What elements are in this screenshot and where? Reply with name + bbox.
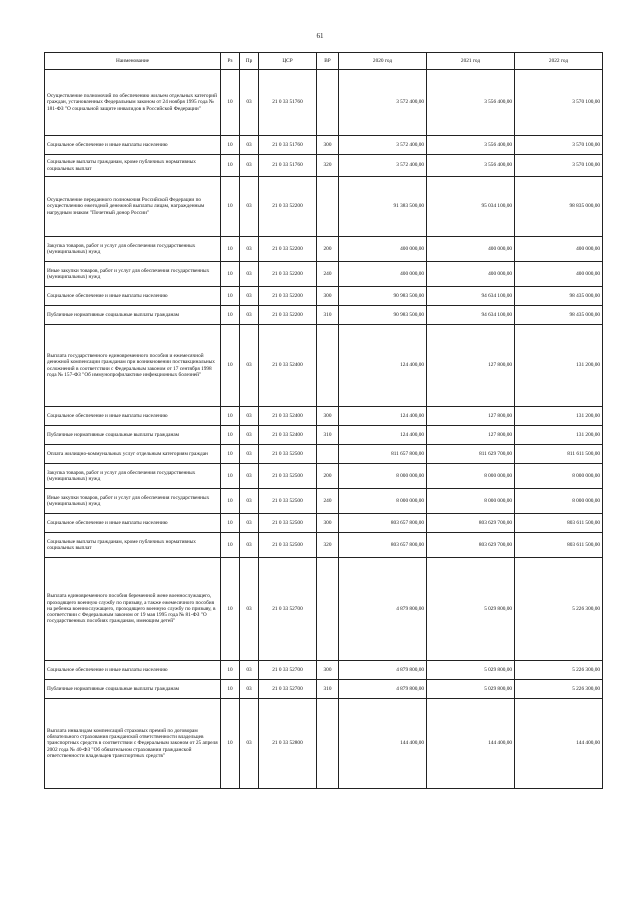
cell-vr: 300 [317,136,339,155]
cell-2021: 127 800,00 [427,407,515,426]
cell-name: Публичные нормативные социальные выплаты гражданам [45,306,221,325]
cell-name: Социальные выплаты гражданам, кроме публичных нормативных социальных выплат [45,533,221,558]
cell-2021: 144 400,00 [427,699,515,789]
cell-csr: 21 0 33 52700 [259,558,317,661]
cell-2021: 811 629 700,00 [427,445,515,464]
cell-csr: 21 0 33 52200 [259,306,317,325]
table-row [45,237,603,262]
table-row [45,445,603,464]
cell-2022: 98 835 000,00 [515,177,603,237]
cell-csr: 21 0 33 52500 [259,445,317,464]
cell-2021: 5 029 800,00 [427,680,515,699]
table-row [45,533,603,558]
table-row [45,325,603,407]
cell-rz: 10 [221,445,240,464]
cell-name: Публичные нормативные социальные выплаты гражданам [45,426,221,445]
cell-2020: 811 657 800,00 [339,445,427,464]
cell-2022: 811 611 500,00 [515,445,603,464]
cell-name: Выплата государственного единовременного пособия и ежемесячной денежной компенсации гражданам при возникновении поствакцинальных осложнений в соответствии с Федеральным законом от 17 сентября 1998 года № 157-ФЗ "Об иммунопрофилактике инфекционных болезней" [45,325,221,407]
cell-csr: 21 0 33 52400 [259,325,317,407]
cell-vr [317,699,339,789]
table-row [45,136,603,155]
header-vr: ВР [317,53,339,70]
cell-pr: 03 [240,558,259,661]
cell-rz: 10 [221,464,240,489]
cell-2021: 95 034 100,00 [427,177,515,237]
cell-csr: 21 0 33 52500 [259,533,317,558]
header-rz: Рз [221,53,240,70]
cell-2022: 144 400,00 [515,699,603,789]
cell-vr: 240 [317,489,339,514]
cell-2020: 144 400,00 [339,699,427,789]
cell-pr: 03 [240,136,259,155]
cell-2020: 124 400,00 [339,426,427,445]
cell-rz: 10 [221,136,240,155]
cell-2022: 3 570 100,00 [515,155,603,177]
cell-2021: 803 629 700,00 [427,514,515,533]
cell-vr [317,70,339,136]
cell-vr: 310 [317,306,339,325]
cell-2022: 131 200,00 [515,325,603,407]
table-row [45,514,603,533]
cell-rz: 10 [221,70,240,136]
cell-pr: 03 [240,464,259,489]
table-row [45,407,603,426]
cell-csr: 21 0 33 52400 [259,407,317,426]
cell-rz: 10 [221,306,240,325]
cell-pr: 03 [240,70,259,136]
header-2022: 2022 год [515,53,603,70]
cell-2020: 4 879 800,00 [339,558,427,661]
cell-vr: 310 [317,680,339,699]
cell-2022: 400 000,00 [515,262,603,287]
cell-vr: 300 [317,407,339,426]
cell-pr: 03 [240,680,259,699]
cell-name: Оплата жилищно-коммунальных услуг отдельным категориям граждан [45,445,221,464]
cell-2020: 4 879 800,00 [339,661,427,680]
cell-csr: 21 0 33 51760 [259,155,317,177]
header-2021: 2021 год [427,53,515,70]
cell-rz: 10 [221,262,240,287]
table-row [45,464,603,489]
cell-csr: 21 0 33 52200 [259,237,317,262]
cell-2021: 127 800,00 [427,426,515,445]
cell-2021: 8 000 000,00 [427,489,515,514]
cell-name: Выплата инвалидам компенсаций страховых премий по договорам обязательного страхования гражданской ответственности владельцев транспортных средств в соответствии с Федеральным законом от 25 апреля 2002 года № 40-ФЗ "Об обязательном страховании гражданской ответственности владельцев транспортных средств" [45,699,221,789]
cell-2020: 400 000,00 [339,262,427,287]
cell-rz: 10 [221,514,240,533]
cell-2020: 8 000 000,00 [339,489,427,514]
cell-2021: 400 000,00 [427,262,515,287]
cell-vr [317,177,339,237]
cell-rz: 10 [221,426,240,445]
table-row [45,70,603,136]
cell-name: Социальное обеспечение и иные выплаты населению [45,661,221,680]
cell-vr: 200 [317,237,339,262]
cell-csr: 21 0 33 52500 [259,464,317,489]
cell-vr: 300 [317,287,339,306]
cell-name: Выплата единовременного пособия беременной жене военнослужащего, проходящего военную службу по призыву, а также ежемесячного пособия на ребенка военнослужащего, проходящего военную службу по призыву, в соответствии с Федеральным законом от 19 мая 1995 года № 81-ФЗ "О государственных пособиях гражданам, имеющим детей" [45,558,221,661]
cell-vr: 200 [317,464,339,489]
cell-name: Закупка товаров, работ и услуг для обеспечения государственных (муниципальных) нужд [45,464,221,489]
header-pr: Пр [240,53,259,70]
table-row [45,306,603,325]
table-row [45,489,603,514]
cell-2022: 8 000 000,00 [515,464,603,489]
cell-pr: 03 [240,489,259,514]
cell-2020: 803 657 800,00 [339,533,427,558]
cell-csr: 21 0 33 52400 [259,426,317,445]
cell-2021: 94 634 100,00 [427,306,515,325]
cell-vr [317,445,339,464]
cell-vr [317,558,339,661]
cell-rz: 10 [221,177,240,237]
cell-pr: 03 [240,306,259,325]
page-number: 61 [316,32,324,40]
cell-rz: 10 [221,237,240,262]
cell-2021: 400 000,00 [427,237,515,262]
cell-2022: 3 570 100,00 [515,136,603,155]
cell-2020: 124 400,00 [339,325,427,407]
budget-table [44,52,603,789]
cell-2021: 94 634 100,00 [427,287,515,306]
cell-2022: 803 611 500,00 [515,533,603,558]
cell-name: Осуществление переданного полномочия Российской Федерации по осуществлению ежегодной денежной выплаты лицам, награжденным нагрудным знаком "Почетный донор России" [45,177,221,237]
cell-vr: 320 [317,533,339,558]
cell-vr: 320 [317,155,339,177]
header-2020: 2020 год [339,53,427,70]
cell-rz: 10 [221,407,240,426]
cell-name: Социальное обеспечение и иные выплаты населению [45,136,221,155]
cell-2022: 5 226 300,00 [515,680,603,699]
cell-2021: 5 029 800,00 [427,558,515,661]
cell-2020: 3 572 400,00 [339,155,427,177]
cell-name: Иные закупки товаров, работ и услуг для обеспечения государственных (муниципальных) нужд [45,489,221,514]
cell-name: Публичные нормативные социальные выплаты гражданам [45,680,221,699]
cell-2021: 3 556 400,00 [427,70,515,136]
cell-pr: 03 [240,287,259,306]
cell-pr: 03 [240,661,259,680]
cell-csr: 21 0 33 52200 [259,177,317,237]
cell-vr [317,325,339,407]
cell-csr: 21 0 33 51760 [259,136,317,155]
cell-2020: 90 983 500,00 [339,287,427,306]
cell-csr: 21 0 33 51760 [259,70,317,136]
cell-pr: 03 [240,325,259,407]
cell-vr: 300 [317,514,339,533]
cell-pr: 03 [240,407,259,426]
table-row [45,558,603,661]
cell-pr: 03 [240,699,259,789]
cell-rz: 10 [221,325,240,407]
cell-2020: 3 572 400,00 [339,136,427,155]
cell-2021: 5 029 800,00 [427,661,515,680]
cell-pr: 03 [240,514,259,533]
cell-2021: 127 800,00 [427,325,515,407]
table-row [45,699,603,789]
cell-2020: 3 572 400,00 [339,70,427,136]
table-row [45,177,603,237]
cell-pr: 03 [240,177,259,237]
cell-csr: 21 0 33 52500 [259,514,317,533]
cell-2020: 91 383 500,00 [339,177,427,237]
cell-2020: 4 879 800,00 [339,680,427,699]
cell-2020: 400 000,00 [339,237,427,262]
cell-pr: 03 [240,426,259,445]
cell-2022: 400 000,00 [515,237,603,262]
cell-csr: 21 0 33 52800 [259,699,317,789]
cell-2020: 803 657 800,00 [339,514,427,533]
cell-name: Социальное обеспечение и иные выплаты населению [45,407,221,426]
cell-2022: 98 435 000,00 [515,306,603,325]
cell-name: Иные закупки товаров, работ и услуг для обеспечения государственных (муниципальных) нужд [45,262,221,287]
cell-2021: 3 556 400,00 [427,155,515,177]
cell-2021: 3 556 400,00 [427,136,515,155]
header-name: Наименование [45,53,221,70]
cell-name: Закупка товаров, работ и услуг для обеспечения государственных (муниципальных) нужд [45,237,221,262]
cell-rz: 10 [221,558,240,661]
cell-csr: 21 0 33 52200 [259,262,317,287]
cell-name: Социальное обеспечение и иные выплаты населению [45,514,221,533]
cell-name: Социальное обеспечение и иные выплаты населению [45,287,221,306]
table-header-row [45,53,603,70]
cell-rz: 10 [221,699,240,789]
cell-2020: 124 400,00 [339,407,427,426]
cell-rz: 10 [221,155,240,177]
cell-pr: 03 [240,237,259,262]
cell-vr: 240 [317,262,339,287]
cell-pr: 03 [240,533,259,558]
header-csr: ЦСР [259,53,317,70]
table-row [45,680,603,699]
table-row [45,155,603,177]
cell-2022: 8 000 000,00 [515,489,603,514]
cell-2022: 131 200,00 [515,426,603,445]
cell-csr: 21 0 33 52700 [259,661,317,680]
cell-vr: 310 [317,426,339,445]
cell-2020: 90 983 500,00 [339,306,427,325]
cell-csr: 21 0 33 52500 [259,489,317,514]
table-row [45,287,603,306]
cell-rz: 10 [221,533,240,558]
cell-rz: 10 [221,661,240,680]
table-row [45,661,603,680]
cell-2022: 3 570 100,00 [515,70,603,136]
cell-csr: 21 0 33 52700 [259,680,317,699]
cell-2020: 8 000 000,00 [339,464,427,489]
cell-2022: 131 200,00 [515,407,603,426]
cell-rz: 10 [221,489,240,514]
cell-name: Социальные выплаты гражданам, кроме публичных нормативных социальных выплат [45,155,221,177]
cell-2022: 5 226 300,00 [515,661,603,680]
cell-vr: 300 [317,661,339,680]
cell-rz: 10 [221,287,240,306]
cell-2022: 5 226 300,00 [515,558,603,661]
table-row [45,262,603,287]
cell-2021: 8 000 000,00 [427,464,515,489]
cell-pr: 03 [240,262,259,287]
cell-2022: 803 611 500,00 [515,514,603,533]
cell-pr: 03 [240,155,259,177]
cell-2021: 803 629 700,00 [427,533,515,558]
table-row [45,426,603,445]
cell-name: Осуществление полномочий по обеспечению жильем отдельных категорий граждан, установленных Федеральным законом от 24 ноября 1995 года № 181-ФЗ "О социальной защите инвалидов в Российской Федерации" [45,70,221,136]
cell-csr: 21 0 33 52200 [259,287,317,306]
cell-rz: 10 [221,680,240,699]
cell-pr: 03 [240,445,259,464]
cell-2022: 98 435 000,00 [515,287,603,306]
